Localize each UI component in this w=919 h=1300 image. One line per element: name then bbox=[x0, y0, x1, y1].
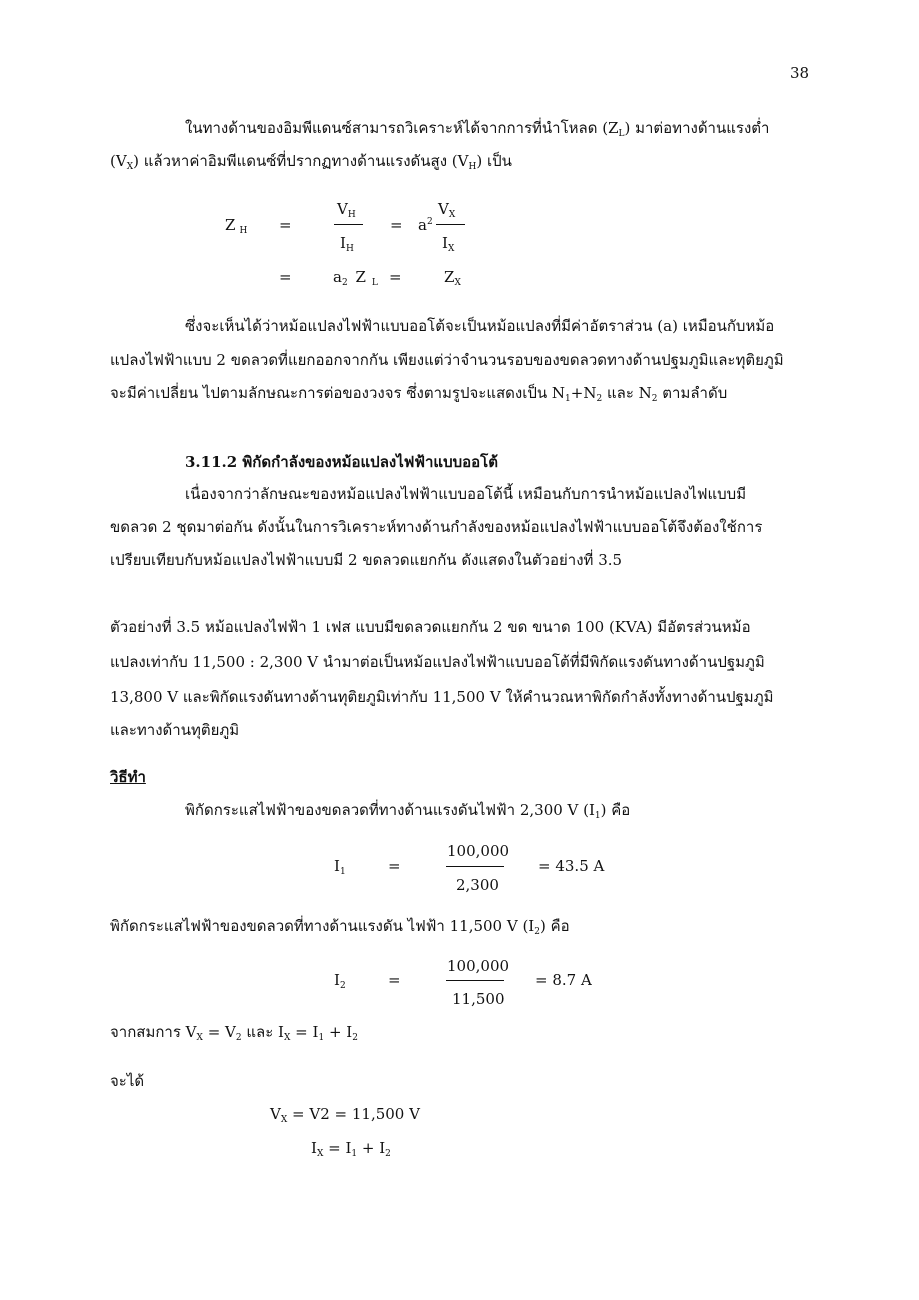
subscript: H bbox=[347, 210, 356, 220]
subscript: H bbox=[345, 244, 354, 254]
subscript: 2 bbox=[596, 394, 603, 404]
text: ในทางด้านของอิมพีแดนซ์สามารถวิเคราะห์ได้จากการที่นำโหลด (Z bbox=[185, 119, 619, 137]
result-ix: $I_X = I_1 + I_2$ bbox=[311, 1139, 391, 1159]
eqB-equals: = bbox=[388, 971, 401, 989]
eqB-lhs: $I_2$ bbox=[334, 971, 346, 991]
eqA-equals: = bbox=[388, 857, 401, 875]
eqB-fraction-bar bbox=[446, 980, 504, 981]
subscript: X bbox=[447, 244, 455, 254]
subscript: L bbox=[371, 278, 378, 288]
subscript: X bbox=[448, 210, 456, 220]
subscript: L bbox=[618, 129, 625, 139]
fraction-1-denominator: $I_H$ bbox=[340, 234, 354, 254]
a2-zl: $a_2$ Z $_L$ bbox=[333, 268, 378, 288]
subscript: X bbox=[283, 1033, 291, 1043]
fraction-1-numerator: $V_H$ bbox=[337, 200, 356, 220]
eqA-numerator: 100,000 bbox=[447, 842, 510, 860]
text: ) เป็น bbox=[476, 152, 512, 170]
example-line-1: ตัวอย่างที่ 3.5 หม้อแปลงไฟฟ้า 1 เฟส แบบมีขดลวดแยกกัน 2 ขด ขนาด 100 (KVA) มีอัตรส่วนหม้อ bbox=[110, 618, 751, 636]
subscript: 1 bbox=[318, 1033, 325, 1043]
eq-equals-2: = bbox=[390, 216, 403, 234]
eqB-result: = 8.7 A bbox=[535, 971, 592, 989]
eq-equals-3: = bbox=[279, 268, 292, 286]
paragraph-1-line-2 bbox=[110, 146, 512, 182]
subscript: 1 bbox=[339, 867, 346, 877]
subscript: 2 bbox=[341, 278, 348, 288]
subscript: 1 bbox=[565, 394, 571, 404]
eq-lhs: Z $_H$ bbox=[225, 216, 248, 236]
subscript: 2 bbox=[385, 1149, 391, 1159]
eqA-lhs: $I_1$ bbox=[334, 857, 346, 877]
subscript: 2 bbox=[352, 1033, 358, 1043]
subscript: X bbox=[280, 1115, 288, 1125]
fraction-1-bar bbox=[334, 224, 363, 225]
subscript: X bbox=[454, 278, 461, 288]
eq-equals-4: = bbox=[389, 268, 402, 286]
example-line-2: แปลงเท่ากับ 11,500 : 2,300 V นำมาต่อเป็นหม้อแปลงไฟฟ้าแบบออโต้ที่มีพิกัดแรงดันทางด้านปฐมภูมิ bbox=[110, 653, 765, 671]
subscript: 2 bbox=[534, 927, 540, 937]
subscript: H bbox=[468, 162, 477, 172]
example-line-3: 13,800 V และพิกัดแรงดันทางด้านทุติยภูมิเท่ากับ 11,500 V ให้คำนวณหาพิกัดกำลังทั้งทางด้านปฐมภูมิ bbox=[110, 688, 774, 706]
subscript: X bbox=[196, 1033, 203, 1043]
subscript: 2 bbox=[339, 981, 346, 991]
subscript: 2 bbox=[651, 394, 658, 404]
superscript: 2 bbox=[426, 217, 433, 227]
section-line-3: เปรียบเทียบกับหม้อแปลงไฟฟ้าแบบมี 2 ขดลวดแยกกัน ดังแสดงในตัวอย่างที่ 3.5 bbox=[110, 551, 623, 569]
method-step-4: จะได้ bbox=[110, 1072, 145, 1090]
method-step-3: จากสมการ $V_X = V_2$ และ $I_X = I_1 + I_2$ bbox=[110, 1023, 358, 1043]
subscript: 2 bbox=[235, 1033, 242, 1043]
fraction-2-denominator: $I_X$ bbox=[442, 234, 455, 254]
text: ) แล้วหาค่าอิมพีแดนซ์ที่ปรากฏทางด้านแรงดันสูง (V bbox=[133, 152, 469, 170]
fraction-2-numerator: $V_X$ bbox=[438, 200, 456, 220]
subscript: X bbox=[316, 1149, 324, 1159]
result-vx: $V_X = V2 = 11,500$ V bbox=[270, 1105, 420, 1125]
subscript: X bbox=[126, 162, 134, 172]
subscript: H bbox=[239, 226, 248, 236]
paragraph-2-line-2: แปลงไฟฟ้าแบบ 2 ขดลวดที่แยกออกจากกัน เพียงแต่ว่าจำนวนรอบของขดลวดทางด้านปฐมภูมิและทุติยภูมิ bbox=[110, 351, 784, 369]
method-heading: วิธีทำ bbox=[110, 768, 146, 786]
eqB-numerator: 100,000 bbox=[447, 957, 510, 975]
section-heading: 3.11.2 พิกัดกำลังของหม้อแปลงไฟฟ้าแบบออโต้ bbox=[185, 453, 498, 471]
method-step-1: พิกัดกระแสไฟฟ้าของขดลวดที่ทางด้านแรงดันไฟฟ้า 2,300 V $(I_1)$ คือ bbox=[185, 801, 631, 821]
method-step-2: พิกัดกระแสไฟฟ้าของขดลวดที่ทางด้านแรงดัน ไฟฟ้า 11,500 V $(I_2)$ คือ bbox=[110, 917, 570, 937]
eqA-result: = 43.5 A bbox=[538, 857, 605, 875]
section-line-2: ขดลวด 2 ชุดมาต่อกัน ดังนั้นในการวิเคราะห์ทางด้านกำลังของหม้อแปลงไฟฟ้าแบบออโต้จึงต้องใช้การ bbox=[110, 518, 763, 536]
text: ) มาต่อทางด้านแรงต่ำ bbox=[624, 119, 770, 137]
eqB-denominator: 11,500 bbox=[452, 990, 505, 1008]
page-number: 38 bbox=[790, 64, 810, 82]
paragraph-2-line-3: จะมีค่าเปลี่ยน ไปตามลักษณะการต่อของวงจร ซึ่งตามรูปจะแสดงเป็น $N_1+N_2$ และ $N_2$ ตามลำดับ bbox=[110, 384, 728, 404]
text: (V bbox=[110, 152, 127, 170]
subscript: 1 bbox=[594, 811, 601, 821]
eqA-denominator: 2,300 bbox=[456, 876, 499, 894]
eq-equals: = bbox=[279, 216, 292, 234]
a-squared: $a^2$ bbox=[418, 216, 433, 234]
paragraph-2-line-1: ซึ่งจะเห็นได้ว่าหม้อแปลงไฟฟ้าแบบออโต้จะเป็นหม้อแปลงที่มีค่าอัตราส่วน (a) เหมือนกับหม้อ bbox=[185, 317, 775, 335]
subscript: 1 bbox=[351, 1149, 358, 1159]
example-line-4: และทางด้านทุติยภูมิ bbox=[110, 721, 240, 739]
section-line-1: เนื่องจากว่าลักษณะของหม้อแปลงไฟฟ้าแบบออโต้นี้ เหมือนกับการนำหม้อแปลงไฟแบบมี bbox=[185, 485, 747, 503]
paragraph-1-line-1 bbox=[185, 113, 769, 149]
eqA-fraction-bar bbox=[446, 866, 504, 867]
fraction-2-bar bbox=[436, 224, 465, 225]
zx: $Z_X$ bbox=[444, 268, 461, 288]
